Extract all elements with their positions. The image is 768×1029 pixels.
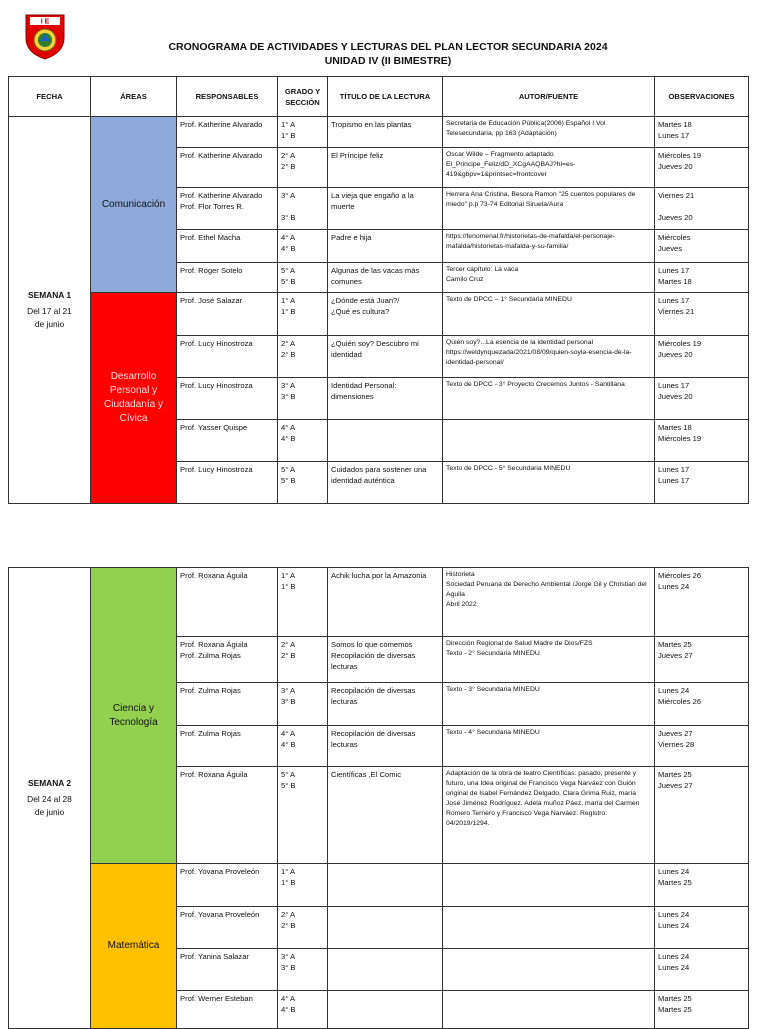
week-date-cell xyxy=(9,117,91,504)
titulo-cell xyxy=(328,949,443,991)
observaciones-cell: Lunes 17 Jueves 20 xyxy=(655,378,749,420)
week-dates: Del 24 al 28 de junio xyxy=(27,794,72,817)
titulo-cell: La vieja que engaño a la muerte xyxy=(328,188,443,230)
grado-cell: 1° A 1° B xyxy=(278,293,328,336)
titulo-cell: El Príncipe feliz xyxy=(328,148,443,188)
responsable-cell: Prof. Yovana Proveleón xyxy=(177,907,278,949)
week-label: SEMANA 2 xyxy=(28,778,71,788)
responsable-cell: Prof. Roxana Águila xyxy=(177,568,278,637)
titulo-cell: Científicas ,El Comic xyxy=(328,767,443,864)
grado-cell: 4° A 4° B xyxy=(278,420,328,462)
table-row xyxy=(9,293,749,336)
titulo-cell xyxy=(328,907,443,949)
observaciones-cell: Miércoles 19 Jueves 20 xyxy=(655,336,749,378)
autor-cell: Texto de DPCC - 3° Proyecto Crecemos Juntos - Santillana xyxy=(443,378,655,420)
autor-cell: Texto - 4° Secundaria MINEDU xyxy=(443,726,655,767)
responsable-cell: Prof. Roxana Águila xyxy=(177,767,278,864)
observaciones-cell: Lunes 24 Martes 25 xyxy=(655,864,749,907)
autor-cell: Oscar Wilde – Fragmento adaptado El_Principe_Feliz/dD_XCgAAQBAJ?hl=es-419&gbpv=1&printsec=frontcover xyxy=(443,148,655,188)
table-row xyxy=(9,568,749,637)
autor-cell: Texto - 3° Secundaria MINEDU xyxy=(443,683,655,726)
observaciones-cell: Miércoles Jueves xyxy=(655,230,749,263)
week-date-cell xyxy=(9,568,91,1029)
observaciones-cell: Martes 25 Martes 25 xyxy=(655,991,749,1029)
autor-cell: Quién soy?...La esencia de la identidad personal https://weldynquezada/2021/08/09/quien-soyla-esencia-de-la-identidad-personal/ xyxy=(443,336,655,378)
week-dates: Del 17 al 21 de junio xyxy=(27,306,72,329)
titulo-cell: ¿Quién soy? Descubro mi identidad xyxy=(328,336,443,378)
grado-cell: 2° A 2° B xyxy=(278,637,328,683)
autor-cell xyxy=(443,420,655,462)
autor-cell xyxy=(443,991,655,1029)
grado-cell: 1° A 1° B xyxy=(278,864,328,907)
titulo-cell: Tropismo en las plantas xyxy=(328,117,443,148)
column-header-titulo: TÍTULO DE LA LECTURA xyxy=(328,77,443,117)
titulo-cell: ¿Dónde está Juan?/ ¿Qué es cultura? xyxy=(328,293,443,336)
observaciones-cell: Martes 18 Lunes 17 xyxy=(655,117,749,148)
column-header-fecha: FECHA xyxy=(9,77,91,117)
responsable-cell: Prof. Zulma Rojas xyxy=(177,726,278,767)
observaciones-cell: Jueves 27 Viernes 28 xyxy=(655,726,749,767)
document-title xyxy=(90,40,686,68)
responsable-cell: Prof. Lucy Hinostroza xyxy=(177,378,278,420)
responsable-cell: Prof. Roger Sotelo xyxy=(177,263,278,293)
observaciones-cell: Lunes 17 Martes 18 xyxy=(655,263,749,293)
area-cell: Ciencia y Tecnología xyxy=(91,568,177,864)
autor-cell xyxy=(443,907,655,949)
grado-cell: 3° A 3° B xyxy=(278,683,328,726)
grado-cell: 3° A 3° B xyxy=(278,378,328,420)
area-cell: Comunicación xyxy=(91,117,177,293)
area-cell: Matemática xyxy=(91,864,177,1029)
responsable-cell: Prof. Ethel Macha xyxy=(177,230,278,263)
column-header-responsables: RESPONSABLES xyxy=(177,77,278,117)
column-header-autor: AUTOR/FUENTE xyxy=(443,77,655,117)
titulo-cell xyxy=(328,864,443,907)
grado-cell: 5° A 5° B xyxy=(278,767,328,864)
grado-cell: 2° A 2° B xyxy=(278,907,328,949)
observaciones-cell: Martes 18 Miércoles 19 xyxy=(655,420,749,462)
autor-cell xyxy=(443,864,655,907)
grado-cell: 1° A 1° B xyxy=(278,117,328,148)
titulo-cell: Padre e hija xyxy=(328,230,443,263)
responsable-cell: Prof. Katherine Alvarado Prof. Flor Torres R. xyxy=(177,188,278,230)
autor-cell: https://fenomenal.fr/historietas-de-mafalda/el-personaje-mafalda/historietas-mafalda-y-su-familia/ xyxy=(443,230,655,263)
responsable-cell: Prof. Zulma Rojas xyxy=(177,683,278,726)
titulo-cell: Recopilación de diversas lecturas xyxy=(328,683,443,726)
observaciones-cell: Lunes 24 Lunes 24 xyxy=(655,907,749,949)
titulo-cell: Cuidados para sostener una identidad auténtica xyxy=(328,462,443,504)
autor-cell: Herrera Ana Cristina, Besora Ramon "25 cuentos populares de miedo" p.p 73-74 Editorial Siruela/Aura xyxy=(443,188,655,230)
titulo-cell: Identidad Personal: dimensiones xyxy=(328,378,443,420)
responsable-cell: Prof. Roxana Águila Prof. Zulma Rojas xyxy=(177,637,278,683)
observaciones-cell: Lunes 24 Miércoles 26 xyxy=(655,683,749,726)
column-header-areas: ÁREAS xyxy=(91,77,177,117)
observaciones-cell: Martes 25 Jueves 27 xyxy=(655,767,749,864)
grado-cell: 1° A 1° B xyxy=(278,568,328,637)
observaciones-cell: Viernes 21 Jueves 20 xyxy=(655,188,749,230)
schedule-table-week-1 xyxy=(8,76,749,504)
grado-cell: 4° A 4° B xyxy=(278,991,328,1029)
autor-cell: Tercer capítulo: La vaca Camilo Cruz xyxy=(443,263,655,293)
responsable-cell: Prof. Katherine Alvarado xyxy=(177,117,278,148)
autor-cell: Texto de DPCC - 5° Secundaria MINEDU xyxy=(443,462,655,504)
grado-cell: 3° A 3° B xyxy=(278,188,328,230)
grado-cell: 5° A 5° B xyxy=(278,462,328,504)
titulo-cell xyxy=(328,420,443,462)
grado-cell: 3° A 3° B xyxy=(278,949,328,991)
autor-cell: Secretaria de Educación Pública(2006) Español I Vol Telesecundaria, pp 163 (Adaptación) xyxy=(443,117,655,148)
grado-cell: 5° A 5° B xyxy=(278,263,328,293)
title-line-1: CRONOGRAMA DE ACTIVIDADES Y LECTURAS DEL PLAN LECTOR SECUNDARIA 2024 xyxy=(168,41,608,53)
observaciones-cell: Lunes 17 Viernes 21 xyxy=(655,293,749,336)
autor-cell: Texto de DPCC – 1° Secundaria MINEDU xyxy=(443,293,655,336)
grado-cell: 2° A 2° B xyxy=(278,336,328,378)
observaciones-cell: Lunes 24 Lunes 24 xyxy=(655,949,749,991)
titulo-cell: Somos lo que comemos Recopilación de diversas lecturas xyxy=(328,637,443,683)
observaciones-cell: Miércoles 19 Jueves 20 xyxy=(655,148,749,188)
responsable-cell: Prof. Lucy Hinostroza xyxy=(177,336,278,378)
school-crest-icon xyxy=(22,12,68,60)
header-row xyxy=(9,77,749,117)
titulo-cell xyxy=(328,991,443,1029)
responsable-cell: Prof. José Salazar xyxy=(177,293,278,336)
schedule-table-week-2 xyxy=(8,567,749,1029)
responsable-cell: Prof. Lucy Hinostroza xyxy=(177,462,278,504)
observaciones-cell: Miércoles 26 Lunes 24 xyxy=(655,568,749,637)
observaciones-cell: Martes 25 Jueves 27 xyxy=(655,637,749,683)
titulo-cell: Achik lucha por la Amazonia xyxy=(328,568,443,637)
autor-cell: Dirección Regional de Salud Madre de Dios/FZS Texto - 2° Secundaria MINEDU xyxy=(443,637,655,683)
responsable-cell: Prof. Yanina Salazar xyxy=(177,949,278,991)
responsable-cell: Prof. Katherine Alvarado xyxy=(177,148,278,188)
responsable-cell: Prof. Yovana Proveleón xyxy=(177,864,278,907)
svg-text:I E: I E xyxy=(40,18,50,26)
grado-cell: 2° A 2° B xyxy=(278,148,328,188)
observaciones-cell: Lunes 17 Lunes 17 xyxy=(655,462,749,504)
column-header-observaciones: OBSERVACIONES xyxy=(655,77,749,117)
autor-cell xyxy=(443,949,655,991)
autor-cell: Adaptación de la obra de teatro Científicas: pasado, presente y futuro, una Idea original de Francisco Vega Narváez con Guión original de Isabel Fernández Delgado, Clara Grima Ruiz, maría José Jiménez Rodríguez, Adela muñoz Páez, maría del Carmen Romero Ternero y Francisco Vega Narváez. Registro: 04/2019/1294. xyxy=(443,767,655,864)
area-cell: Desarrollo Personal y Ciudadanía y Cívica xyxy=(91,293,177,504)
titulo-cell: Recopilación de diversas lecturas xyxy=(328,726,443,767)
table-row xyxy=(9,864,749,907)
week-label: SEMANA 1 xyxy=(28,290,71,300)
responsable-cell: Prof. Yasser Quispe xyxy=(177,420,278,462)
table-row xyxy=(9,117,749,148)
responsable-cell: Prof. Werner Esteban xyxy=(177,991,278,1029)
title-line-2: UNIDAD IV (II BIMESTRE) xyxy=(324,55,452,67)
titulo-cell: Algunas de las vacas más comunes xyxy=(328,263,443,293)
grado-cell: 4° A 4° B xyxy=(278,230,328,263)
grado-cell: 4° A 4° B xyxy=(278,726,328,767)
autor-cell: Historieta Sociedad Peruana de Derecho Ambiental /Jorge Gil y Christian del Aguila Abril 2022 xyxy=(443,568,655,637)
column-header-grado: GRADO Y SECCIÓN xyxy=(278,77,328,117)
